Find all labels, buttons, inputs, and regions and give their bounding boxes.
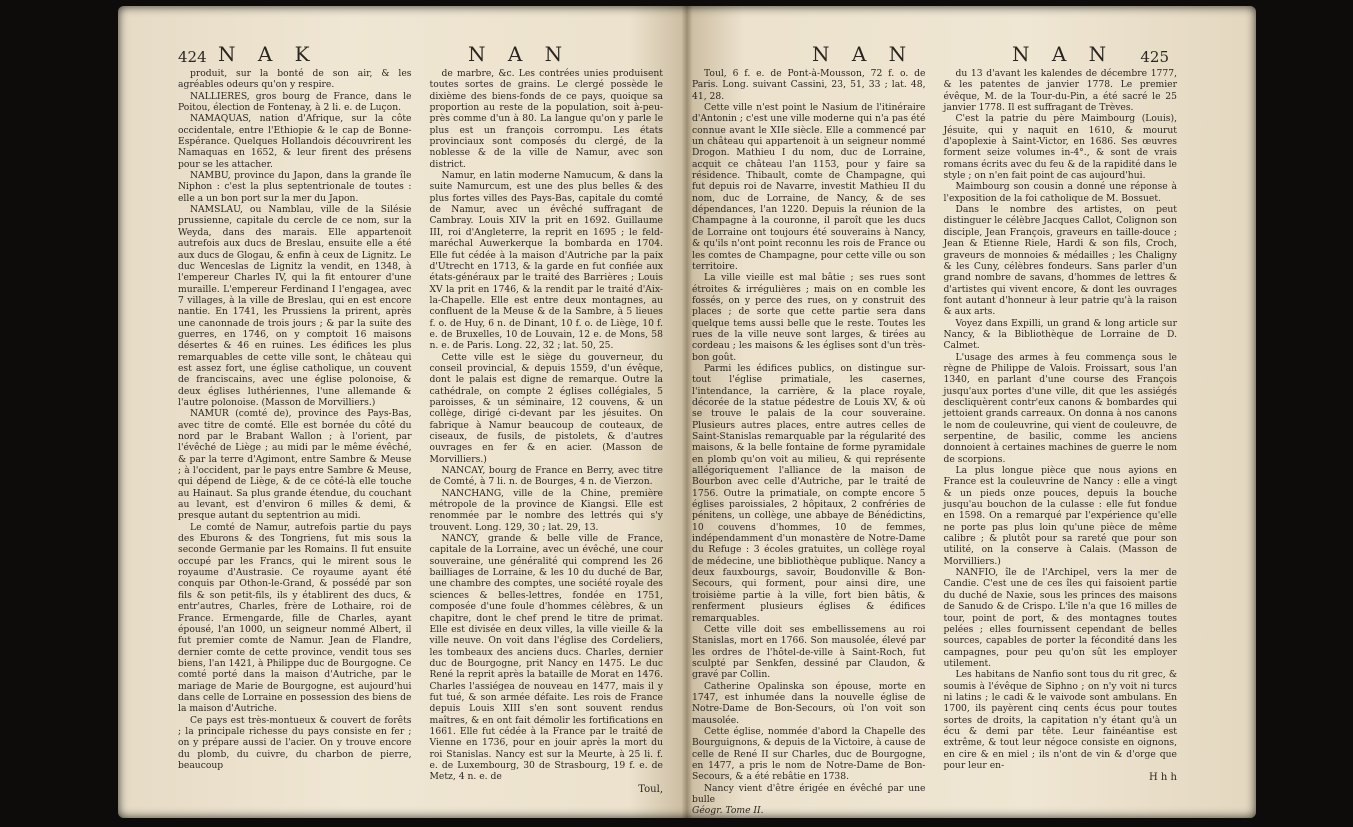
paragraph: Le comté de Namur, autrefois partie du pays des Eburons & des Tongriens, fut mis sous la seconde Germanie par les Romains. Il fut ensuite occupé par les Francs, qui le mirent sous le royaume d'Austrasie. Ce royaume ayant été conquis par Othon-le-Grand, & possédé par son fils & son petit-fils, ils y établirent des ducs, & entr'autres, Charles, frère de Lothaire, roi de France. Ermengarde, fille de Charles, ayant épousé, l'an 1000, un seigneur nommé Albert, il fut premier comte de Namur. Jean de Flandre, dernier comte de cette province, vendit tous ses biens, l'an 1421, à Philippe duc de Bourgogne. Ce comté porté dans la maison d'Autriche, par le mariage de Marie de Bourgogne, est aujourd'hui dans celle de Lorraine en possession des biens de la maison d'Autriche. [178,521,412,715]
paragraph: C'est la patrie du père Maimbourg (Louis), Jésuite, qui y naquit en 1610, & mourut d'apoplexie à Saint-Victor, en 1686. Ses œuvres forment seize volumes in-4°., & sont de vrais romans écrits avec du feu & de la rapidité dans le style ; on n'en fait point de cas aujourd'hui. [943,113,1177,182]
page-number: 425 [1140,48,1169,66]
right-page [692,20,1177,817]
paragraph: La plus longue pièce que nous ayions en France est la couleuvrine de Nancy : elle a vingt & un pieds onze pouces, depuis la bouche jusqu'au bouchon de la culasse : elle fut fondue en 1598. On a remarqué par l'expérience qu'elle ne porte pas plus loin qu'une pièce de même calibre ; & plutôt pour sa rareté que pour son utilité, on la conserve à Calais. (Masson de Morvilliers.) [943,465,1177,567]
paragraph: Cette ville doit ses embellissemens au roi Stanislas, mort en 1766. Son mausolée, élevé par les ordres de l'hôtel-de-ville à Saint-Roch, fut sculpté par Senkfen, dessiné par Claudon, & gravé par Collin. [692,623,926,681]
paragraph: Cette ville n'est point le Nasium de l'itinéraire d'Antonin ; c'est une ville moderne qui n'a pas été connue avant le XIIe siècle. Elle a commencé par un château qui appartenoit à un seigneur nommé Drogon. Mathieu I du nom, duc de Lorraine, acquit ce château l'an 1153, pour y faire sa résidence. Thibault, comte de Champagne, qui fut depuis roi de Navarre, investit Mathieu II du nom, duc de Lorraine, de Nancy, & de ses dépendances, l'an 1220. Depuis la réunion de la Champagne à la couronne, il paroît que les ducs de Lorraine ont toujours été souverains à Nancy, & qu'ils n'ont point reconnu les rois de France ou les comtes de Champagne, pour cette ville ou son territoire. [692,102,926,272]
paragraph: Dans le nombre des artistes, on peut distinguer le célèbre Jacques Callot, Colignon son disciple, Jean François, graveurs en taille-douce ; Jean & Etienne Riele, Hardi & son fils, Croch, graveurs de monnoies & médailles ; les Chaligny & les Cuny, célèbres fondeurs. Sans parler d'un grand nombre de savans, d'hommes de lettres & d'artistes qui vivent encore, & dont les ouvrages font autant d'honneur à leur patrie qu'à la raison & aux arts. [943,204,1177,318]
column-2 [944,68,1178,802]
header-right: N A N [1012,42,1115,66]
signature-volume: Géogr. Tome II. [692,805,764,817]
paragraph: La ville vieille est mal bâtie ; ses rues sont étroites & irrégulières ; mais on en comble les fossés, on y perce des rues, on y construit des places ; de sorte que cette partie sera dans quelque tems aussi belle que le reste. Toutes les rues de la ville neuve sont larges, & tirées au cordeau ; les maisons & les églises sont d'un très-bon goût. [692,272,926,363]
paragraph: Parmi les édifices publics, on distingue sur-tout l'église primatiale, les casernes, l'intendance, la carrière, & la place royale, décorée de la statue pédestre de Louis XV, & où se trouve le palais de la cour souveraine. Plusieurs autres places, entre autres celles de Saint-Stanislas remarquable par la régularité des maisons, & la belle fontaine de forme pyramidale en plomb qu'on voit au milieu, & qui représente allégoriquement l'alliance de la maison de Bourbon avec celle d'Autriche, par le traité de 1756. Outre la primatiale, on compte encore 5 églises paroissiales, 2 hôpitaux, 2 confréries de pénitens, un collège, une abbaye de Bénédictins, 10 couvens d'hommes, 10 de femmes, indépendamment d'un monastère de Notre-Dame du Refuge : 3 écoles gratuites, un collège royal de médecine, une bibliothèque publique. Nancy a deux fauxbourgs, savoir, Boudonville & Bon-Secours, qui forment, pour ainsi dire, une troisième partie à la ville, fort bien bâtis, & renferment plusieurs églises & édifices remarquables. [692,362,926,624]
header-left: N A N [812,42,915,66]
paragraph: NAMBU, province du Japon, dans la grande île Niphon : c'est la plus septentrionale de toutes : elle a un bon port sur la mer du Japon. [178,170,412,204]
paragraph: Nancy vient d'être érigée en évêché par une bulle [692,782,926,805]
paragraph: Voyez dans Expilli, un grand & long article sur Nancy, & la Bibliothèque de Lorraine de D. Calmet. [943,317,1177,352]
column-2 [430,68,664,802]
paragraph: NANCAY, bourg de France en Berry, avec titre de Comté, à 7 li. n. de Bourges, 4 n. de Vierzon. [429,465,663,488]
paragraph: Namur, en latin moderne Namucum, & dans la suite Namurcum, est une des plus belles & des plus fortes villes des Pays-Bas, capitale du comté de Namur, avec un évêché suffragant de Cambray. Louis XIV la prit en 1692. Guillaume III, roi d'Angleterre, la reprit en 1695 ; le feld-maréchal Auwerkerque la bombarda en 1704. Elle fut cédée à la maison d'Autriche par la paix d'Utrecht en 1713, & la garde en fut confiée aux états-généraux par le traité des Barrières ; Louis XV la prit en 1746, & la rendit par le traité d'Aix-la-Chapelle. Elle est entre deux montagnes, au confluent de la Meuse & de la Sambre, à 5 lieues f. o. de Huy, 6 n. de Dinant, 10 f. o. de Liège, 10 f. e. de Bruxelles, 10 de Louvain, 12 e. de Mons, 58 n. e. de Paris. Long. 22, 32 ; lat. 50, 25. [429,170,663,352]
paragraph: NANFIO, île de l'Archipel, vers la mer de Candie. C'est une de ces îles qui faisoient partie du duché de Naxie, sous les princes des maisons de Sanudo & de Crispo. L'île n'a que 16 milles de tour, point de port, & des montagnes toutes pelées ; elles fournissent cependant de belles sources, capables de porter la fécondité dans les campagnes, pour peu qu'on sût les employer utilement. [943,567,1177,669]
paragraph: produit, sur la bonté de son air, & les agréables odeurs qu'on y respire. [178,68,412,91]
paragraph: Maimbourg son cousin a donné une réponse à l'exposition de la foi catholique de M. Bossuet. [943,181,1177,204]
paragraph: Cette ville est le siège du gouverneur, du conseil provincial, & depuis 1559, d'un évêque, dont le palais est digne de remarque. Outre la cathédrale, on compte 2 églises collégiales, 5 paroisses, & un séminaire, 12 couvens, & un collège, dirigé ci-devant par les jésuites. On fabrique à Namur beaucoup de couteaux, de ciseaux, de fusils, de pistolets, & d'autres ouvrages en fer & en acier. (Masson de Morvilliers.) [429,351,663,465]
paragraph: Toul, 6 f. e. de Pont-à-Mousson, 72 f. o. de Paris. Long. suivant Cassini, 23, 51, 33 ; lat. 48, 41, 28. [692,68,926,102]
paragraph: NAMAQUAS, nation d'Afrique, sur la côte occidentale, entre l'Ethiopie & le cap de Bonne-Espérance. Quelques Hollandois découvrirent les Namaquas en 1652, & leur firent des présens pour se les attacher. [178,113,412,170]
paragraph: Cette église, nommée d'abord la Chapelle des Bourguignons, & depuis de la Victoire, à cause de celle de René II sur Charles, duc de Bourgogne, en 1477, a pris le nom de Notre-Dame de Bon-Secours, & a été rebâtie en 1738. [692,725,926,783]
paragraph: L'usage des armes à feu commença sous le règne de Philippe de Valois. Froissart, sous l'an 1340, en parlant d'une course des François jusqu'aux portes d'une ville, dit que les assiégés descliquèrent contr'eux canons & bombardes qui jettoient grands carreaux. On donna à nos canons le nom de couleuvrine, qui vient de couleuvre, de serpentine, de basilic, comme les anciens donnoient à certaines machines de guerre le nom de scorpions. [943,351,1177,465]
paragraph: Les habitans de Nanfio sont tous du rit grec, & soumis à l'évêque de Siphno ; on n'y voit ni turcs ni latins ; le cadi & le vaivode sont ambulans. En 1700, ils payèrent cinq cents écus pour toutes sortes de droits, la capitation n'y étant qu'à un écu & demi par tête. Leur fainéantise est extrême, & tout leur négoce consiste en oignons, en cire & en miel ; ils n'ont de vin & d'orge que pour leur en- [943,669,1177,771]
column-1 [178,68,412,802]
header-right: N A N [468,42,571,66]
paragraph: Ce pays est très-montueux & couvert de forêts ; la principale richesse du pays consiste en fer ; on y prépare aussi de l'acier. On y trouve encore du plomb, du cuivre, du charbon de pierre, beaucoup [178,714,412,771]
running-head [178,42,663,68]
paragraph: NAMUR (comté de), province des Pays-Bas, avec titre de comté. Elle est bornée du côté du nord par le Brabant Wallon ; à l'orient, par l'évêché de Liège ; au midi par le même évêché, & par la terre d'Agimont, entre Sambre & Meuse ; à l'occident, par le pays entre Sambre & Meuse, qui dépend de Liège, & de ce côté-là elle touche au Hainaut. Sa plus grande étendue, du couchant au levant, est d'environ 6 milles & demi, & presque autant du septentrion au midi. [178,408,412,522]
header-left: N A K [218,42,318,66]
paragraph: NANCHANG, ville de la Chine, première métropole de la province de Kiangsi. Elle est renommée par le nombre des lettrés qui s'y trouvent. Long. 129, 30 ; lat. 29, 13. [429,487,663,533]
paragraph: NAMSLAU, ou Namblau, ville de la Silésie prussienne, capitale du cercle de ce nom, sur la Weyda, dans des marais. Elle appartenoit autrefois aux ducs de Breslau, ensuite elle a été aux ducs de Glogau, & enfin à ceux de Lignitz. Le duc Wenceslas de Lignitz la vendit, en 1348, à l'empereur Charles IV, qui la fit entourer d'une muraille. L'empereur Ferdinand I l'engagea, avec 7 villages, à la ville de Breslau, qui en est encore nantie. En 1741, les Prussiens la prirent, après une canonnade de trois jours ; & par la suite des guerres, en 1746, on y comptoit 16 maisons désertes & 46 en ruines. Les édifices les plus remarquables de cette ville sont, le château qui est assez fort, une église catholique, un couvent de franciscains, avec une église polonoise, & deux églises luthériennes, l'une allemande & l'autre polonoise. (Masson de Morvilliers.) [178,204,412,408]
signature-mark: H h h [1149,772,1177,784]
left-page [178,20,663,795]
catchword: Toul, [638,783,663,795]
paragraph: de marbre, &c. Les contrées unies produisent toutes sortes de grains. Le clergé possède le dixième des biens-fonds de ce pays, quoique sa proportion au reste de la population, soit à-peu-près comme d'un à 80. La langue qu'on y parle le plus est un françois corrompu. Les états provinciaux sont composés du clergé, de la noblesse & de la ville de Namur, avec son district. [429,68,663,170]
paragraph: Catherine Opalinska son épouse, morte en 1747, est inhumée dans la nouvelle église de Notre-Dame de Bon-Secours, où l'on voit son mausolée. [692,680,926,726]
paragraph: NANCY, grande & belle ville de France, capitale de la Lorraine, avec un évêché, une cour souveraine, une généralité qui comprend les 26 bailliages de Lorraine, & les 10 du duché de Bar, une chambre des comptes, une société royale des sciences & belles-lettres, fondée en 1751, composée d'une foule d'hommes célèbres, & un chapitre, dont le chef prend le titre de primat. Elle est divisée en deux villes, la ville vieille & la ville neuve. On voit dans l'église des Cordeliers, les tombeaux des anciens ducs. Charles, dernier duc de Bourgogne, prit Nancy en 1475. Le duc René la reprit après la bataille de Morat en 1476. Charles l'assiégea de nouveau en 1477, mais il y fut tué, & son armée défaite. Les rois de France depuis Louis XIII s'en sont souvent rendus maîtres, & en ont fait démolir les fortifications en 1661. Elle fut cédée à la France par le traité de Vienne en 1736, pour en jouir après la mort du roi Stanislas. Nancy est sur la Meurte, à 25 li. f. e. de Luxembourg, 30 de Strasbourg, 19 f. e. de Metz, 4 n. e. de [429,533,663,783]
paragraph: du 13 d'avant les kalendes de décembre 1777, & les patentes de janvier 1778. Le premier évêque, M. de la Tour-du-Pin, a été sacré le 25 janvier 1778. Il est suffragant de Trèves. [943,68,1177,114]
page-number: 424 [178,48,207,66]
paragraph: NALLIERES, gros bourg de France, dans le Poitou, élection de Fontenay, à 2 li. e. de Luçon. [178,90,412,114]
column-1 [692,68,926,817]
running-head [692,42,1177,68]
